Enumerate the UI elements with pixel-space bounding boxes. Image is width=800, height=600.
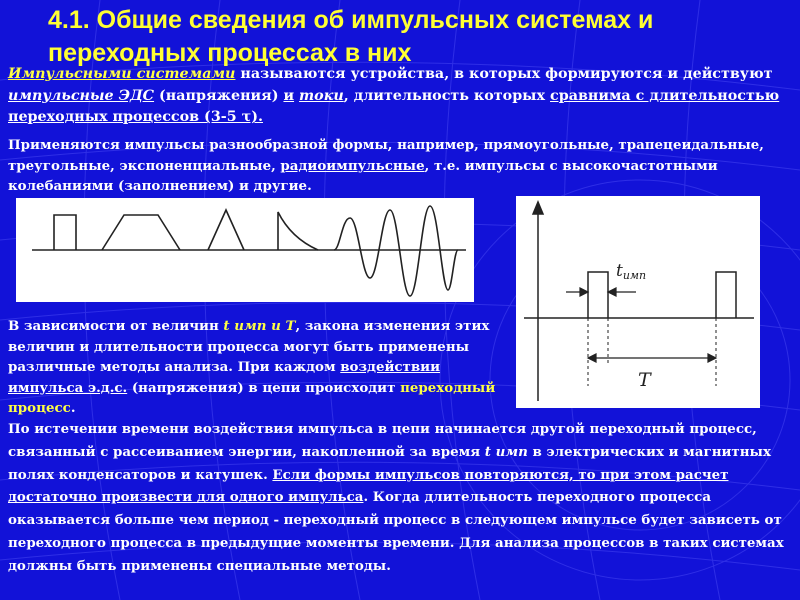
rectangular-pulse [54, 215, 76, 250]
pulse-train-figure [516, 196, 760, 408]
term-currents: токи [299, 87, 344, 104]
pulse-shapes-figure [16, 198, 474, 302]
comparable-duration-text: сравнима с длительностью переходных процессов (3-5 τ). [8, 87, 780, 126]
pulse-shapes-paragraph: Применяются импульсы разнообразной формы, например, прямоугольные, трапецеидальные, треугольные, экспоненциальные, радиоимпульсные, т.е. импульсы с высокочастотными колебаниями (заполнением) и другие. [8, 137, 764, 195]
intro-paragraph: Импульсными системами называются устройства, в которых формируются и действуют импульсные ЭДС (напряжения) и токи, длительность которых сравнима с длительностью переходных процессов (3-5 τ). [8, 66, 780, 126]
repeat-forms-text: Если формы импульсов повторяются, то при этом расчет достаточно произвести для одного импульса [8, 466, 729, 506]
analysis-methods-paragraph: В зависимости от величин t имп и T, закона изменения этих величин и длительности процесса могут быть применены различные методы анализа. При каждом воздействии импульса э.д.с. (напряжения) в цепи происходит переходный процесс. [8, 318, 496, 417]
transient-details-paragraph: По истечении времени воздействия импульса в цепи начинается другой переходный процесс, связанный с рассеиванием энергии, накопленной за время t имп в электрических и магнитных полях конденсаторов и катушек. Если формы импульсов повторяются, то при этом расчет достаточно произвести для одного импульса. Когда длительность переходного процесса оказывается больше чем период - переходный процесс в следующем импульсе будет зависеть от переходного процесса в предыдущие моменты времени. Для анализа процессов в таких системах должны быть применены специальные методы. [8, 421, 784, 574]
trapezoidal-pulse [102, 215, 180, 250]
period-label: T [638, 369, 651, 391]
vars-timp-T: t имп и T [223, 318, 296, 334]
triangular-pulse [208, 210, 244, 250]
term-pulse-impact: воздействии импульса э.д.с. [8, 359, 441, 396]
term-radio-pulses: радиоимпульсные [280, 157, 425, 174]
t-imp-label: tимп [616, 261, 647, 282]
var-timp: t имп [484, 443, 528, 460]
term-impulse-emf: импульсные ЭДС [8, 87, 155, 104]
exponential-pulse [278, 212, 318, 250]
radio-pulse [334, 206, 458, 296]
term-impulse-systems: Импульсными системами [8, 66, 236, 82]
term-transient-process: переходный процесс [8, 379, 496, 417]
page-title: 4.1. Общие сведения об импульсных системах и переходных процессах в них [48, 6, 654, 67]
pulse-1 [588, 272, 608, 318]
pulse-2 [716, 272, 736, 318]
